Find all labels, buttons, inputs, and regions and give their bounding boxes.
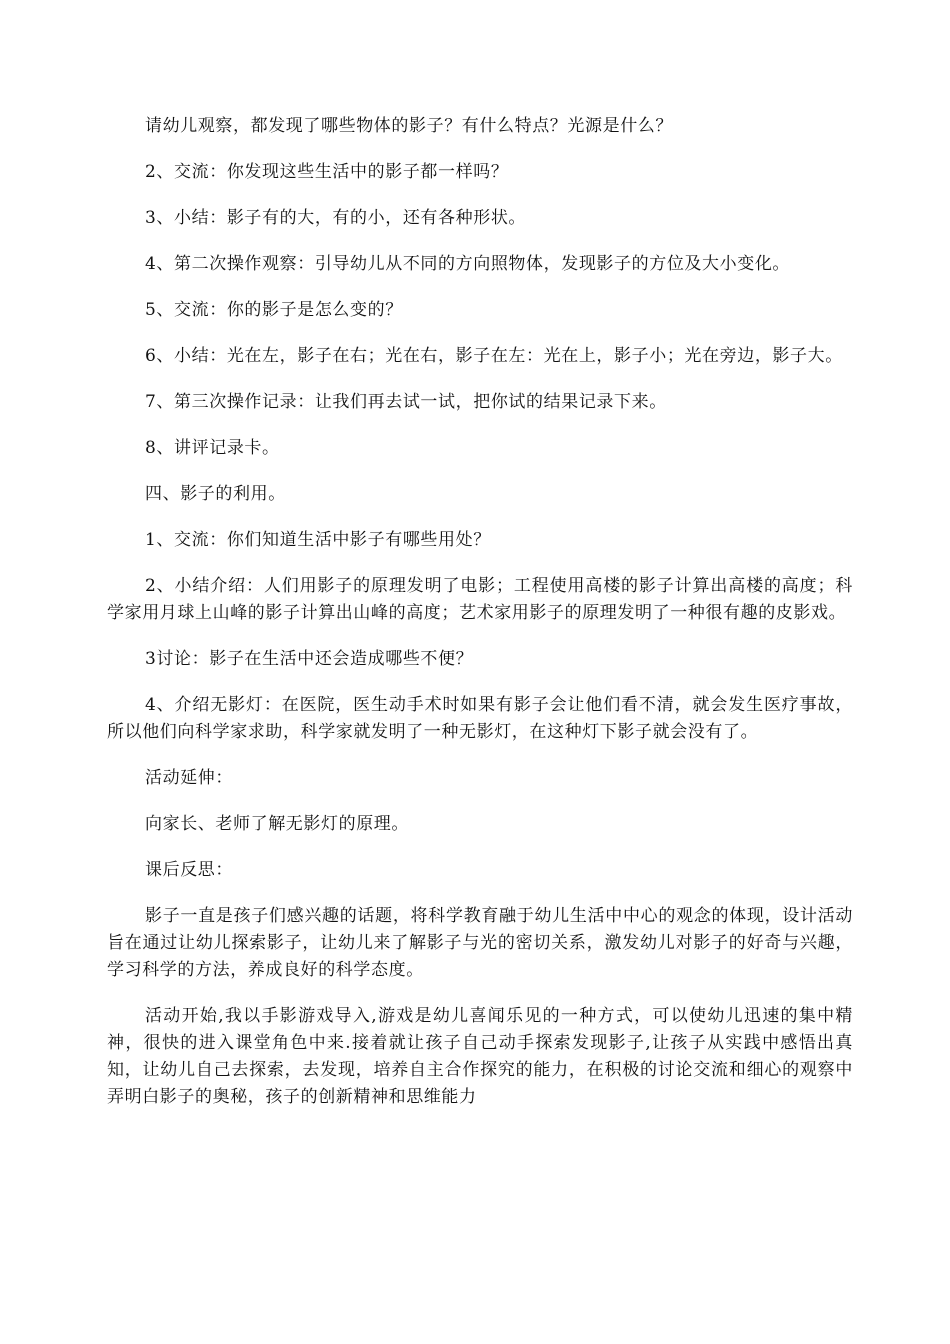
paragraph-reflection-1: 影子一直是孩子们感兴趣的话题，将科学教育融于幼儿生活中中心的观念的体现，设计活动旨在通过让幼儿探索影子，让幼儿来了解影子与光的密切关系，激发幼儿对影子的好奇与兴趣，学习科学的方法，养成良好的科学态度。	[107, 906, 853, 980]
paragraph-exchange-uses: 1、交流：你们知道生活中影子有哪些用处？	[145, 530, 491, 550]
paragraph-second-operation: 4、第二次操作观察：引导幼儿从不同的方向照物体，发现影子的方位及大小变化。	[145, 254, 791, 274]
paragraph-summary-intro: 2、小结介绍：人们用影子的原理发明了电影；工程使用高楼的影子计算出高楼的高度；科学家用月球上山峰的影子计算出山峰的高度；艺术家用影子的原理发明了一种很有趣的皮影戏。	[107, 576, 853, 623]
paragraph-third-operation: 7、第三次操作记录：让我们再去试一试，把你试的结果记录下来。	[145, 392, 667, 412]
paragraph-extension-body: 向家长、老师了解无影灯的原理。	[145, 814, 409, 834]
paragraph-reflection-heading: 课后反思：	[145, 860, 233, 880]
paragraph-summary-1: 3、小结：影子有的大，有的小，还有各种形状。	[145, 208, 527, 228]
paragraph-exchange-1: 2、交流：你发现这些生活中的影子都一样吗？	[145, 162, 509, 182]
paragraph-extension-heading: 活动延伸：	[145, 768, 233, 788]
paragraph-summary-2: 6、小结：光在左，影子在右；光在右，影子在左：光在上，影子小；光在旁边，影子大。	[145, 346, 843, 366]
paragraph-observe-question: 请幼儿观察，都发现了哪些物体的影子？有什么特点？光源是什么？	[145, 116, 673, 136]
paragraph-review-card: 8、讲评记录卡。	[145, 438, 280, 458]
paragraph-shadowless-lamp: 4、介绍无影灯：在医院，医生动手术时如果有影子会让他们看不清，就会发生医疗事故，所以他们向科学家求助，科学家就发明了一种无影灯，在这种灯下影子就会没有了。	[107, 695, 853, 742]
paragraph-reflection-2: 活动开始,我以手影游戏导入,游戏是幼儿喜闻乐见的一种方式，可以使幼儿迅速的集中精神，很快的进入课堂角色中来.接着就让孩子自己动手探索发现影子,让孩子从实践中感悟出真知，让幼儿自己去探索，去发现，培养自主合作探究的能力，在积极的讨论交流和细心的观察中弄明白影子的奥秘，孩子的创新精神和思维能力	[107, 1006, 853, 1107]
paragraph-section-four: 四、影子的利用。	[145, 484, 286, 504]
document-body	[107, 113, 853, 1130]
paragraph-exchange-2: 5、交流：你的影子是怎么变的？	[145, 300, 403, 320]
paragraph-discussion: 3讨论：影子在生活中还会造成哪些不便？	[145, 649, 474, 669]
